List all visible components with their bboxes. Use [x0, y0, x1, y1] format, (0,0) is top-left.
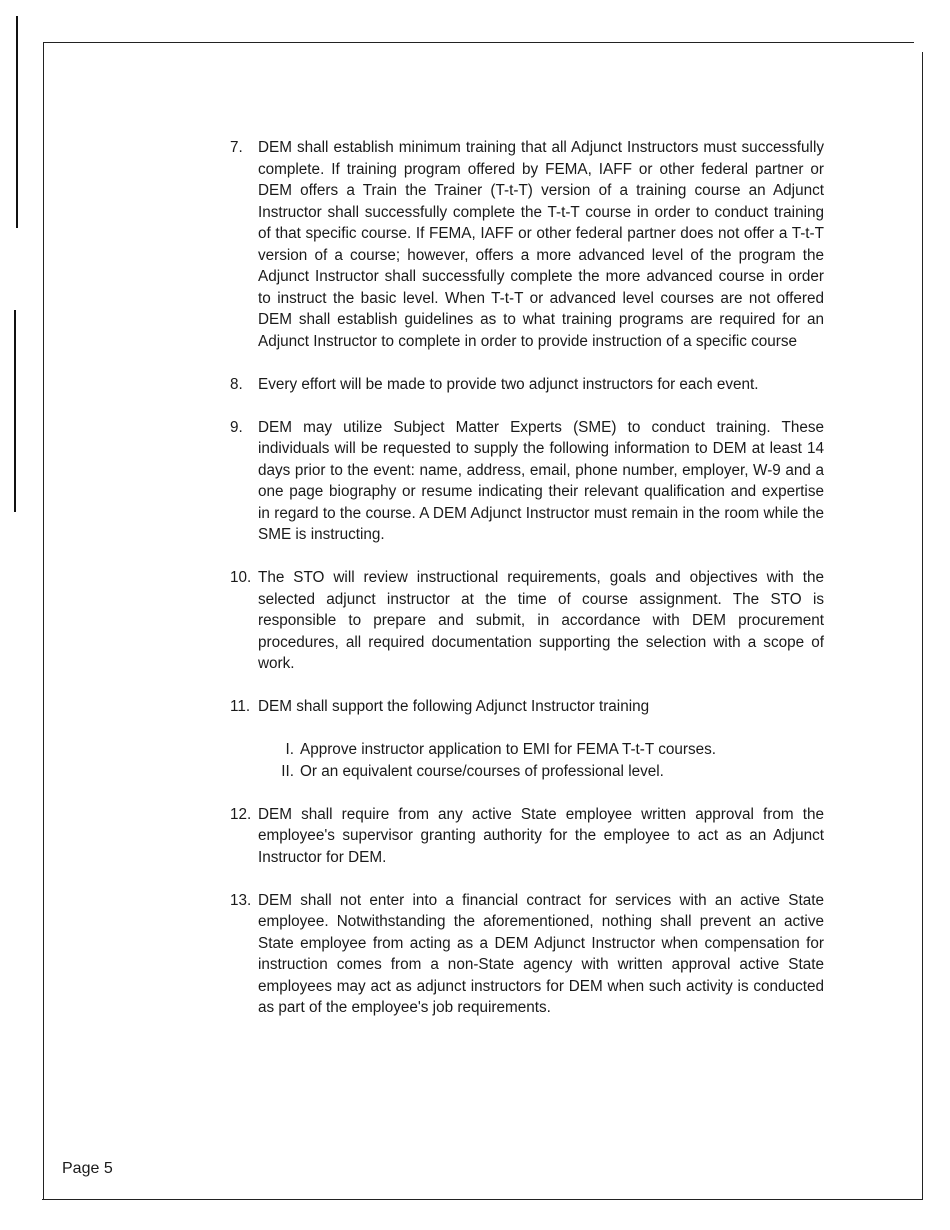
item-number: 7.: [230, 139, 243, 156]
page-number: Page 5: [62, 1160, 113, 1177]
page-frame-bottom: [42, 1199, 922, 1200]
item-number: 13.: [230, 891, 252, 909]
sub-item-number: II.: [281, 762, 294, 780]
item-text: DEM shall support the following Adjunct Instructor training: [258, 698, 650, 715]
sub-list-item: [230, 739, 824, 761]
item-text: DEM shall establish minimum training that all Adjunct Instructors must successfully complete. If training program offered by FEMA, IAFF or other federal partner or DEM offers a Train the Trainer (T-t-T) version of a training course an Adjunct Instructor shall successfully complete the T-t-T course in order to conduct training of that specific course. If FEMA, IAFF or other federal partner does not offer a T-t-T version of a course; however, offers a more advanced level of the program the Adjunct Instructor shall successfully complete the more advanced course in order to instruct the basic level. When T-t-T or advanced level courses are not offered DEM shall establish guidelines as to what training programs are required for an Adjunct Instructor to complete in order to provide instruction of a specific course: [258, 139, 824, 350]
item-number: 12.: [230, 805, 252, 823]
item-text: Every effort will be made to provide two adjunct instructors for each event.: [258, 375, 759, 393]
page-frame-top: [44, 42, 914, 43]
sub-item-text: Or an equivalent course/courses of professional level.: [300, 762, 664, 780]
list-item-12: [230, 804, 824, 869]
sub-list: [230, 739, 824, 782]
item-number: 9.: [230, 418, 243, 436]
document-body: [230, 137, 824, 1040]
list-item-13: [230, 890, 824, 1019]
item-text: The STO will review instructional requirements, goals and objectives with the selected adjunct instructor at the time of course assignment. The STO is responsible to prepare and submit, in accordance with DEM procurement procedures, all required documentation supporting the selection with a scope of work.: [258, 569, 824, 672]
scan-margin-bar: [14, 310, 16, 512]
item-text: DEM shall not enter into a financial contract for services with an active State employee. Notwithstanding the aforementioned, nothing shall prevent an active State employee from acting as a DEM Adjunct Instructor when compensation for instruction comes from a non-State agency with written approval active State employees may act as adjunct instructors for DEM when such activity is conducted as part of the employee's job requirements.: [258, 891, 824, 1016]
sub-item-text: Approve instructor application to EMI for FEMA T-t-T courses.: [300, 741, 717, 758]
sub-item-number: I.: [285, 741, 294, 758]
item-number: 8.: [230, 375, 243, 393]
list-item-7: [230, 137, 824, 352]
list-item-11: [230, 696, 824, 718]
item-text: DEM may utilize Subject Matter Experts (SME) to conduct training. These individuals will be requested to supply the following information to DEM at least 14 days prior to the event: name, address, email, phone number, employer, W-9 and a one page biography or resume indicating their relevant qualification and expertise in regard to the course. A DEM Adjunct Instructor must remain in the room while the SME is instructing.: [258, 418, 824, 543]
list-item-9: [230, 417, 824, 546]
item-number: 10.: [230, 569, 252, 586]
sub-list-item: [230, 761, 824, 783]
item-number: 11.: [230, 698, 251, 715]
page-frame-right: [922, 52, 923, 1200]
page-frame-left: [43, 42, 44, 1200]
scan-margin-bar: [16, 16, 18, 228]
list-item-8: [230, 374, 824, 396]
item-text: DEM shall require from any active State employee written approval from the employee's supervisor granting authority for the employee to act as an Adjunct Instructor for DEM.: [258, 805, 824, 866]
list-item-10: [230, 567, 824, 675]
